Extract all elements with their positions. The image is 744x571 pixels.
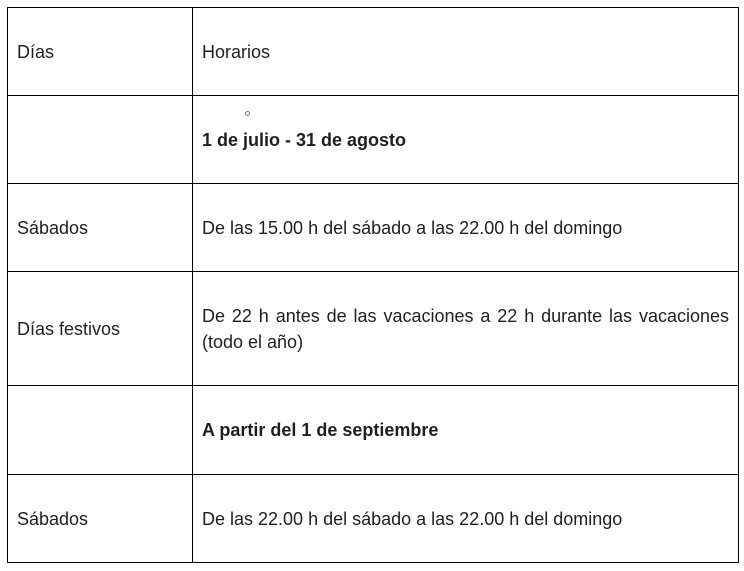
day-cell: Días festivos: [8, 272, 193, 386]
schedule-cell: De las 15.00 h del sábado a las 22.00 h del domingo: [193, 184, 739, 272]
header-days: Días: [8, 8, 193, 96]
header-schedule: Horarios: [193, 8, 739, 96]
table-header-row: [8, 8, 739, 96]
section-heading-cell: [193, 96, 739, 184]
section-heading-text: 1 de julio - 31 de agosto: [202, 129, 407, 150]
table-row: [8, 96, 739, 184]
day-cell: Sábados: [8, 475, 193, 563]
day-cell: [8, 96, 193, 184]
small-circle-icon: [245, 111, 250, 116]
table-row: [8, 386, 739, 475]
schedule-table: [7, 7, 739, 563]
section-heading-cell: A partir del 1 de septiembre: [193, 386, 739, 475]
table-row: [8, 184, 739, 272]
table-row: [8, 272, 739, 386]
schedule-cell: De las 22.00 h del sábado a las 22.00 h del domingo: [193, 475, 739, 563]
table-row: [8, 475, 739, 563]
day-cell: Sábados: [8, 184, 193, 272]
day-cell: [8, 386, 193, 475]
schedule-cell: De 22 h antes de las vacaciones a 22 h durante las vacaciones (todo el año): [193, 272, 739, 386]
